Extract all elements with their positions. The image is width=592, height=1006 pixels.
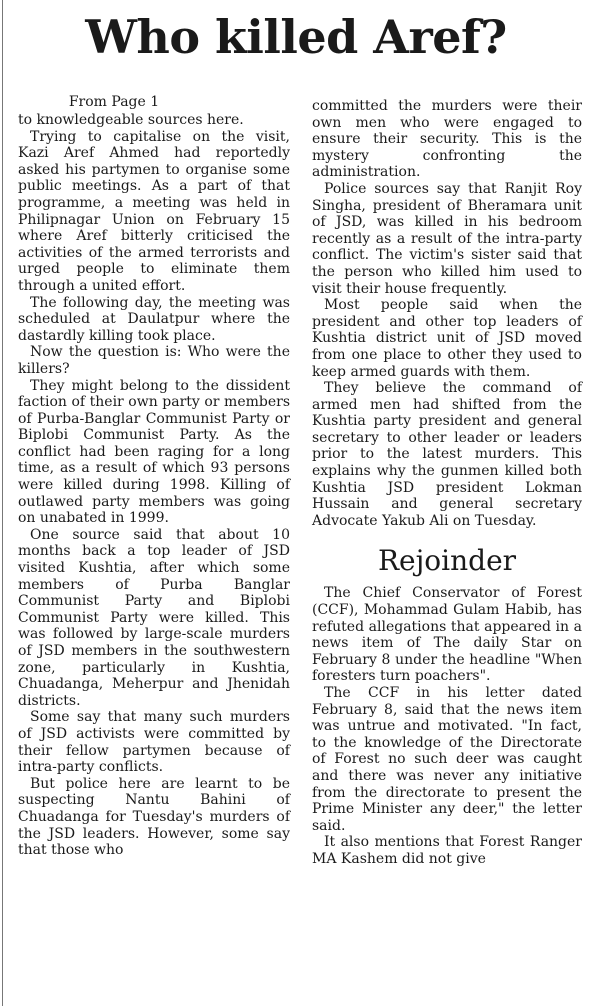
rejoinder-title: Rejoinder [377,544,517,578]
paragraph: They might belong to the dissident faction of their own party or members of Purba-Banglar Communist Party or Biplobi Communist Party. As the conflict had been raging for a long time, as a result of which 93 persons were killed during 1998. Killing of outlawed party members was going on unabated in 1999. [18,377,290,527]
paragraph: to knowledgeable sources here. [18,112,244,128]
paragraph: It also mentions that Forest Ranger MA Kashem did not give [312,834,582,867]
paragraph: The CCF in his letter dated February 8, said that the news item was untrue and motivated. "In fact, to the knowledge of the Directorate of Forest no such deer was caught and there was never any initiative from the directorate to present the Prime Minister any deer," the letter said. [312,685,582,834]
paragraph: One source said that about 10 months back a top leader of JSD visited Kushtia, after which some members of Purba Banglar Communist Party and Biplobi Communist Party were killed. This was followed by large-scale murders of JSD members in the southwestern zone, particularly in Kushtia, Chuadanga, Meherpur and Jhenidah districts. [18,526,290,709]
paragraph: But police here are learnt to be suspecting Nantu Bahini of Chuadanga for Tuesday's murders of the JSD leaders. However, some say that those who [18,775,290,859]
paragraph: Trying to capitalise on the visit, Kazi Aref Ahmed had reportedly asked his partymen to organise some public meetings. As a part of that programme, a meeting was held in Philipnagar Union on February 15 where Aref bitterly criticised the activities of the armed terrorists and urged people to eliminate them through a united effort. [18,128,290,294]
continuation-line: From Page 1 [68,94,160,110]
paragraph: The following day, the meeting was scheduled at Daulatpur where the dastardly killing took place. [18,294,290,344]
paragraph: They believe the command of armed men had shifted from the Kushtia party president and general secretary to other leader or leaders prior to the latest murders. This explains why the gunmen killed both Kushtia JSD president Lokman Hussain and general secretary Advocate Yakub Ali on Tuesday. [312,380,582,529]
column-rule [2,0,3,1006]
headline: Who killed Aref? [85,10,507,64]
paragraph: Police sources say that Ranjit Roy Singha, president of Bheramara unit of JSD, was killed in his bedroom recently as a result of the intra-party conflict. The victim's sister said that the person who killed him used to visit their house frequently. [312,180,582,297]
left-column [18,94,290,859]
right-column [312,98,582,868]
rejoinder-section [312,543,582,867]
paragraph: Most people said when the president and other top leaders of Kushtia district unit of JSD moved from one place to other they used to keep armed guards with them. [312,297,582,380]
paragraph: Now the question is: Who were the killers? [18,344,290,377]
paragraph: Some say that many such murders of JSD activists were committed by their fellow partymen because of intra-party conflicts. [18,709,290,776]
paragraph: The Chief Conservator of Forest (CCF), Mohammad Gulam Habib, has refuted allegations that appeared in a news item of The daily Star on February 8 under the headline "When foresters turn poachers". [312,585,582,685]
paragraph: committed the murders were their own men who were engaged to ensure their security. This is the mystery confronting the administration. [312,98,582,181]
